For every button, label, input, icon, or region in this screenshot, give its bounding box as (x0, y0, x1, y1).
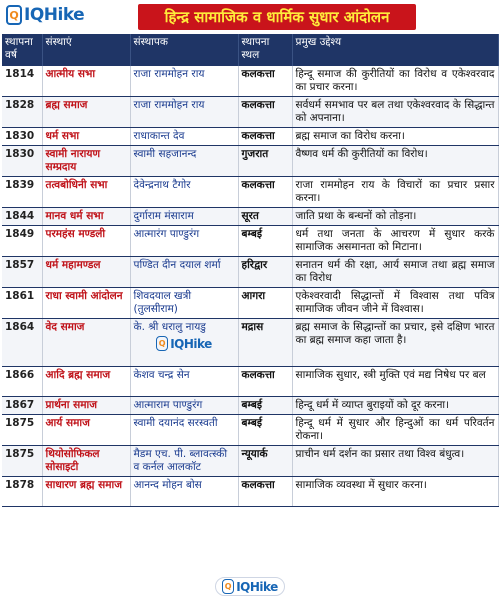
reform-movements-table (2, 34, 499, 507)
cell-purpose-text: प्राचीन धर्म दर्शन का प्रसार तथा विश्व बंधुत्व। (295, 448, 465, 460)
table-header-row (2, 34, 498, 66)
cell-founder-text: स्वामी सहजानन्द (133, 148, 197, 160)
cell-place (238, 319, 292, 367)
cell-name (42, 66, 130, 97)
cell-purpose-text: ब्रह्म समाज के सिद्धान्तों का प्रचार, इसे दक्षिण भारत का ब्रह्म समाज कहा जाता है। (295, 321, 495, 346)
cell-place-text: कलकत्ता (241, 130, 275, 142)
cell-name (42, 208, 130, 226)
cell-name (42, 415, 130, 446)
cell-purpose (292, 477, 498, 507)
cell-purpose-text: हिन्दू धर्म में व्याप्त बुराइयों को दूर करना। (295, 399, 450, 411)
table-body (2, 66, 498, 507)
cell-place (238, 367, 292, 397)
cell-founder (130, 319, 238, 367)
table-row (2, 367, 498, 397)
header-founder: संस्थापक (130, 34, 238, 66)
cell-name (42, 226, 130, 257)
cell-name-text: तत्वबोधिनी सभा (45, 179, 108, 191)
cell-place (238, 97, 292, 128)
cell-founder (130, 208, 238, 226)
brand-logo (6, 5, 84, 25)
cell-purpose (292, 288, 498, 319)
cell-founder-text: केशव चन्द्र सेन (133, 369, 190, 381)
cell-name-text: थियोसोफिकल सोसाइटी (45, 448, 100, 473)
cell-purpose (292, 446, 498, 477)
cell-name (42, 97, 130, 128)
cell-place (238, 177, 292, 208)
cell-place (238, 415, 292, 446)
cell-year (2, 319, 42, 367)
cell-place (238, 66, 292, 97)
cell-name (42, 288, 130, 319)
header-name: संस्थाएं (42, 34, 130, 66)
cell-founder (130, 367, 238, 397)
cell-founder (130, 477, 238, 507)
cell-year-text: 1830 (5, 148, 35, 160)
cell-year (2, 97, 42, 128)
cell-place (238, 477, 292, 507)
cell-year-text: 1839 (5, 179, 35, 191)
cell-place (238, 208, 292, 226)
cell-founder (130, 177, 238, 208)
cell-year-text: 1867 (5, 399, 35, 411)
cell-name-text: धर्म महामण्डल (45, 259, 101, 271)
cell-year-text: 1875 (5, 448, 35, 460)
cell-place-text: हरिद्वार (241, 259, 268, 271)
header-year: स्थापना वर्ष (2, 34, 42, 66)
cell-name-text: स्वामी नारायण सम्प्रदाय (45, 148, 101, 173)
cell-purpose-text: हिन्दू धर्म में सुधार और हिन्दुओं का धर्म परिवर्तन रोकना। (295, 417, 495, 442)
cell-purpose (292, 97, 498, 128)
cell-purpose-text: सनातन धर्म की रक्षा, आर्य समाज तथा ब्रह्म समाज का विरोध (295, 259, 495, 284)
cell-name-text: ब्रह्म समाज (45, 99, 88, 111)
cell-founder (130, 97, 238, 128)
cell-founder-text: आत्मारंग पाण्डुरंग (133, 228, 200, 240)
cell-name-text: आत्मीय सभा (45, 68, 96, 80)
cell-purpose-text: वैष्णव धर्म की कुरीतियों का विरोध। (295, 148, 428, 160)
table-row (2, 288, 498, 319)
watermark-mark-icon: Q (156, 336, 168, 351)
cell-founder (130, 288, 238, 319)
cell-year-text: 1864 (5, 321, 35, 333)
cell-year (2, 477, 42, 507)
cell-purpose-text: राजा राममोहन राय के विचारों का प्रचार प्रसार करना। (295, 179, 495, 204)
cell-purpose (292, 177, 498, 208)
watermark-name: IQHike (170, 336, 212, 351)
cell-year (2, 397, 42, 415)
cell-purpose (292, 319, 498, 367)
cell-purpose (292, 415, 498, 446)
cell-name-text: वेद समाज (45, 321, 85, 333)
cell-year (2, 146, 42, 177)
cell-name-text: राधा स्वामी आंदोलन (45, 290, 123, 302)
cell-purpose (292, 226, 498, 257)
cell-purpose (292, 367, 498, 397)
cell-place-text: कलकत्ता (241, 99, 275, 111)
cell-year (2, 367, 42, 397)
cell-purpose-text: सामाजिक सुधार, स्त्री मुक्ति एवं मद्य निषेध पर बल (295, 369, 486, 381)
cell-year (2, 128, 42, 146)
header-place: स्थापना स्थल (238, 34, 292, 66)
cell-purpose (292, 208, 498, 226)
cell-purpose (292, 66, 498, 97)
watermark-logo (134, 334, 235, 351)
cell-purpose (292, 128, 498, 146)
cell-name (42, 319, 130, 367)
cell-name (42, 146, 130, 177)
cell-place-text: बम्बई (241, 228, 263, 240)
cell-year (2, 446, 42, 477)
cell-name-text: साधारण ब्रह्म समाज (45, 479, 122, 491)
cell-name-text: आदि ब्रह्म समाज (45, 369, 111, 381)
cell-place (238, 257, 292, 288)
cell-place-text: कलकत्ता (241, 479, 275, 491)
footer-logo (0, 577, 500, 596)
cell-place-text: न्यूयार्क (241, 448, 268, 460)
table-row (2, 446, 498, 477)
cell-name-text: धर्म सभा (45, 130, 80, 142)
cell-founder-text: आनन्द मोहन बोस (133, 479, 202, 491)
table-row (2, 415, 498, 446)
cell-purpose-text: जाति प्रथा के बन्धनों को तोड़ना। (295, 210, 417, 222)
brand-name: IQHike (24, 5, 85, 25)
cell-name (42, 397, 130, 415)
cell-place (238, 446, 292, 477)
cell-founder (130, 66, 238, 97)
cell-place-text: सूरत (241, 210, 259, 222)
cell-founder-text: के. श्री धरालु नायडु (133, 321, 206, 333)
cell-year-text: 1878 (5, 479, 35, 491)
footer-brand-mark-icon: Q (222, 579, 234, 594)
cell-founder-text: राजा राममोहन राय (133, 68, 205, 80)
cell-year-text: 1849 (5, 228, 35, 240)
cell-place (238, 146, 292, 177)
cell-founder-text: स्वामी दयानंद सरस्वती (133, 417, 218, 429)
cell-year (2, 66, 42, 97)
cell-year-text: 1857 (5, 259, 35, 271)
cell-name (42, 367, 130, 397)
cell-year-text: 1866 (5, 369, 35, 381)
cell-name (42, 446, 130, 477)
cell-place-text: गुजरात (241, 148, 269, 160)
cell-name (42, 177, 130, 208)
cell-place-text: आगरा (241, 290, 266, 302)
cell-name (42, 257, 130, 288)
cell-year (2, 257, 42, 288)
cell-founder (130, 446, 238, 477)
cell-founder (130, 397, 238, 415)
cell-purpose-text: सामाजिक व्यवस्था में सुधार करना। (295, 479, 427, 491)
cell-founder-text: मैडम एच. पी. ब्लावत्स्की व कर्नल आलकॉट (133, 448, 228, 473)
cell-year-text: 1828 (5, 99, 35, 111)
cell-year (2, 208, 42, 226)
cell-year (2, 288, 42, 319)
cell-year (2, 415, 42, 446)
cell-founder-text: शिवदयाल खत्री (तुलसीराम) (133, 290, 192, 315)
cell-purpose (292, 146, 498, 177)
cell-founder (130, 257, 238, 288)
cell-purpose-text: सर्वधर्म समभाव पर बल तथा एकेश्वरवाद के सिद्धान्त को अपनाना। (295, 99, 495, 124)
cell-place-text: कलकत्ता (241, 179, 275, 191)
cell-place (238, 226, 292, 257)
cell-founder-text: राधाकान्त देव (133, 130, 185, 142)
cell-founder-text: राजा राममोहन राय (133, 99, 205, 111)
cell-place-text: बम्बई (241, 417, 263, 429)
cell-year-text: 1844 (5, 210, 35, 222)
table-row (2, 226, 498, 257)
table-row (2, 319, 498, 367)
cell-year (2, 177, 42, 208)
cell-founder-text: पण्डित दीन दयाल शर्मा (133, 259, 221, 271)
cell-purpose-text: हिन्दू समाज की कुरीतियों का विरोध व एकेश्वरवाद का प्रचार करना। (295, 68, 495, 93)
table-row (2, 477, 498, 507)
table-row (2, 97, 498, 128)
cell-founder (130, 146, 238, 177)
table-row (2, 128, 498, 146)
cell-purpose-text: ब्रह्म समाज का विरोध करना। (295, 130, 405, 142)
cell-place-text: मद्रास (241, 321, 264, 333)
cell-name (42, 477, 130, 507)
cell-founder (130, 415, 238, 446)
page-title: हिन्द्र सामाजिक व धार्मिक सुधार आंदोलन (138, 4, 416, 30)
cell-purpose (292, 257, 498, 288)
cell-year-text: 1875 (5, 417, 35, 429)
header (0, 0, 500, 34)
cell-place-text: बम्बई (241, 399, 263, 411)
cell-founder (130, 128, 238, 146)
cell-founder (130, 226, 238, 257)
cell-place-text: कलकत्ता (241, 369, 275, 381)
cell-name-text: मानव धर्म सभा (45, 210, 104, 222)
table-row (2, 397, 498, 415)
cell-purpose (292, 397, 498, 415)
cell-place (238, 288, 292, 319)
cell-year (2, 226, 42, 257)
table-row (2, 66, 498, 97)
cell-year-text: 1861 (5, 290, 35, 302)
cell-name (42, 128, 130, 146)
cell-year-text: 1814 (5, 68, 35, 80)
cell-purpose-text: एकेश्वरवादी सिद्धान्तों में विश्वास तथा पवित्र सामाजिक जीवन जीने में विश्वास। (295, 290, 495, 315)
table-row (2, 208, 498, 226)
cell-name-text: परमहंस मण्डली (45, 228, 106, 240)
table-row (2, 177, 498, 208)
cell-purpose-text: धर्म तथा जनता के आचरण में सुधार करके सामाजिक असमानता को मिटाना। (295, 228, 495, 253)
cell-founder-text: आत्माराम पाण्डुरंग (133, 399, 203, 411)
cell-founder-text: देवेन्द्रनाथ टैगोर (133, 179, 191, 191)
cell-founder-text: दुर्गाराम मंसाराम (133, 210, 194, 222)
cell-place-text: कलकत्ता (241, 68, 275, 80)
brand-mark-icon: Q (6, 5, 22, 25)
footer-brand-name: IQHike (236, 579, 278, 594)
table-row (2, 146, 498, 177)
cell-place (238, 128, 292, 146)
cell-place (238, 397, 292, 415)
header-purpose: प्रमुख उद्देश्य (292, 34, 498, 66)
table-row (2, 257, 498, 288)
cell-year-text: 1830 (5, 130, 35, 142)
cell-name-text: आर्य समाज (45, 417, 90, 429)
cell-name-text: प्रार्थना समाज (45, 399, 97, 411)
